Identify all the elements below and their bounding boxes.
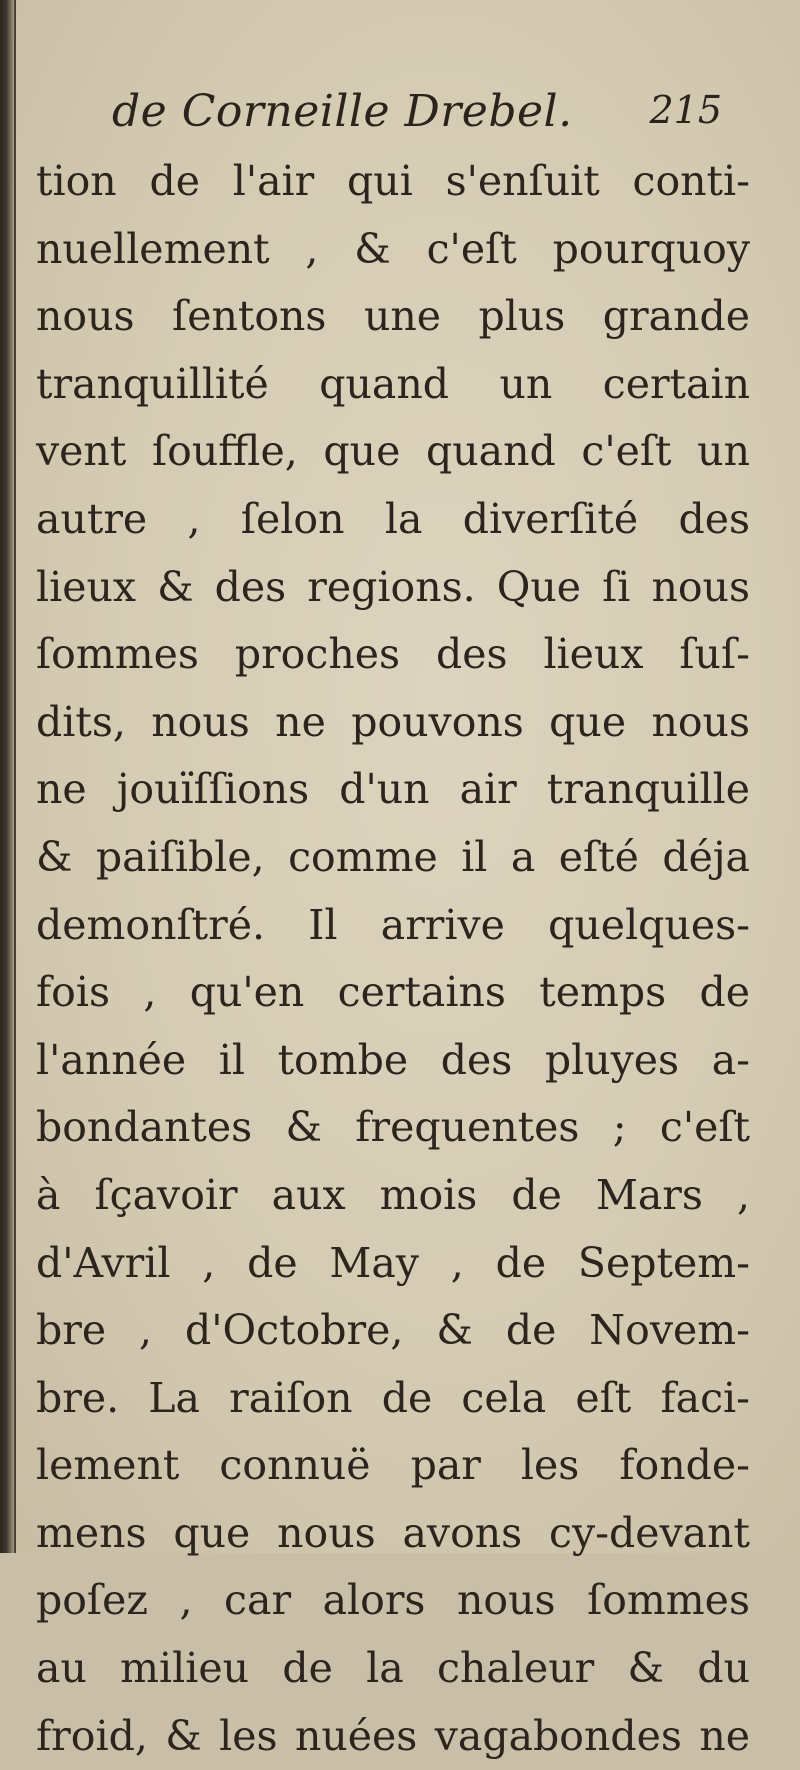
text-line: bondantes & frequentes ; c'eſt	[36, 1103, 750, 1152]
text-line: bre. La raiſon de cela eſt faci-	[36, 1373, 750, 1422]
text-line: dits, nous ne pouvons que nous	[36, 697, 750, 746]
text-line: autre , ſelon la diverſité des	[36, 494, 750, 543]
text-line: ſommes proches des lieux ſuſ-	[36, 630, 750, 679]
text-line: poſez , car alors nous ſommes	[36, 1576, 750, 1625]
text-line: froid, & les nuées vagabondes ne	[36, 1711, 750, 1760]
text-line: demonſtré. Il arrive quelques-	[36, 900, 750, 949]
text-line: l'année il tombe des pluyes a-	[36, 1035, 750, 1084]
text-line: ne jouïſſions d'un air tranquille	[36, 765, 750, 814]
text-line: vent ſouffle, que quand c'eſt un	[36, 427, 750, 476]
text-line: fois , qu'en certains temps de	[36, 968, 750, 1017]
body-text	[36, 148, 750, 1770]
text-line: bre , d'Octobre, & de Novem-	[36, 1306, 750, 1355]
text-line: d'Avril , de May , de Septem-	[36, 1238, 750, 1287]
page-number: 215	[649, 88, 722, 132]
text-line: lieux & des regions. Que ſi nous	[36, 562, 750, 611]
gutter-edge	[14, 0, 16, 1553]
text-line: mens que nous avons cy-devant	[36, 1508, 750, 1557]
text-line: & paiſible, comme il a eſté déja	[36, 832, 750, 881]
text-line: nuellement , & c'eſt pourquoy	[36, 224, 750, 273]
text-line: nous ſentons une plus grande	[36, 292, 750, 341]
text-line: lement connuë par les fonde-	[36, 1441, 750, 1490]
text-line: au milieu de la chaleur & du	[36, 1644, 750, 1693]
page-header	[112, 86, 752, 148]
running-title: de Corneille Drebel.	[112, 86, 573, 137]
text-line: à ſçavoir aux mois de Mars ,	[36, 1170, 750, 1219]
text-line: tranquillité quand un certain	[36, 359, 750, 408]
text-line: tion de l'air qui s'enſuit conti-	[36, 157, 750, 205]
